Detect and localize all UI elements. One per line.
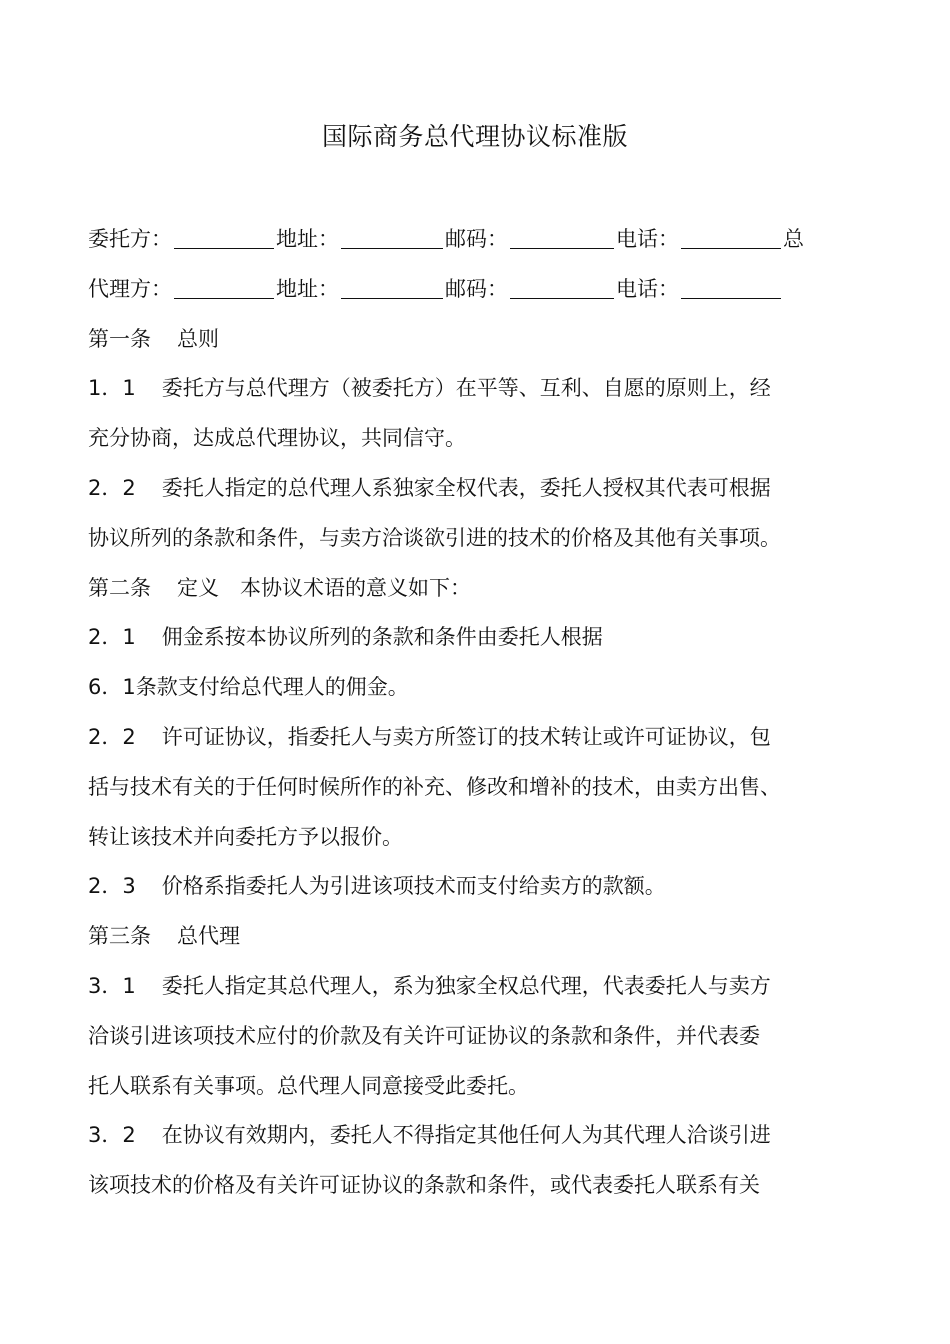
principal-phone-blank [681, 222, 781, 249]
clause-line: 括与技术有关的于任何时候所作的补充、修改和增补的技术，由卖方出售、 [88, 774, 781, 799]
agent-label-fragment: 总 [783, 227, 804, 251]
clause-line: 协议所列的条款和条件，与卖方洽谈欲引进的技术的价格及其他有关事项。 [88, 525, 781, 550]
document-body [88, 215, 878, 1211]
clause-line: 2．3 价格系指委托人为引进该项技术而支付给卖方的款额。 [88, 874, 666, 899]
principal-address-label: 地址： [276, 227, 339, 251]
section-heading: 第三条 总代理 [88, 924, 240, 949]
agent-phone-blank [681, 272, 781, 299]
agent-label: 代理方： [88, 276, 172, 301]
principal-zip-blank [510, 222, 614, 249]
clause-line: 托人联系有关事项。总代理人同意接受此委托。 [88, 1073, 529, 1098]
clause-line: 1．1 委托方与总代理方（被委托方）在平等、互利、自愿的原则上，经 [88, 376, 771, 401]
agent-name-blank [174, 272, 274, 299]
principal-name-blank [174, 222, 274, 249]
clause-line: 充分协商，达成总代理协议，共同信守。 [88, 426, 466, 451]
clause-number: 6．1 [88, 675, 136, 700]
clause-line: 转让该技术并向委托方予以报价。 [88, 824, 403, 849]
section-heading: 第一条 总则 [88, 326, 219, 351]
clause-number: 2．1 [88, 625, 136, 650]
agent-zip-label: 邮码： [445, 276, 508, 301]
clause-line: 2．2 委托人指定的总代理人系独家全权代表，委托人授权其代表可根据 [88, 475, 771, 500]
clause-line: 该项技术的价格及有关许可证协议的条款和条件，或代表委托人联系有关 [88, 1173, 760, 1198]
clause-number: 3．2 [88, 1123, 136, 1148]
section-heading: 第二条 定义 本协议术语的意义如下： [88, 575, 471, 600]
agent-address-label: 地址： [276, 276, 339, 301]
principal-info-line [88, 215, 878, 265]
clause-number: 2．2 [88, 724, 136, 749]
clause-line: 6．1条款支付给总代理人的佣金。 [88, 675, 409, 700]
clause-line: 洽谈引进该项技术应付的价款及有关许可证协议的条款和条件，并代表委 [88, 1023, 760, 1048]
agent-phone-label: 电话： [616, 276, 679, 301]
clause-number: 1．1 [88, 376, 136, 401]
principal-phone-label: 电话： [616, 227, 679, 251]
clause-line: 2．1 佣金系按本协议所列的条款和条件由委托人根据 [88, 625, 603, 650]
clause-line: 2．2 许可证协议，指委托人与卖方所签订的技术转让或许可证协议，包 [88, 724, 771, 749]
clause-line: 3．2 在协议有效期内，委托人不得指定其他任何人为其代理人洽谈引进 [88, 1123, 771, 1148]
principal-zip-label: 邮码： [445, 227, 508, 251]
principal-address-blank [341, 222, 443, 249]
clause-number: 2．3 [88, 874, 136, 899]
agent-address-blank [341, 272, 443, 299]
document-title: 国际商务总代理协议标准版 [321, 122, 628, 151]
clause-line: 3．1 委托人指定其总代理人，系为独家全权总代理，代表委托人与卖方 [88, 973, 771, 998]
clause-number: 3．1 [88, 973, 136, 998]
agent-zip-blank [510, 272, 614, 299]
clause-number: 2．2 [88, 475, 136, 500]
agent-info-line [88, 265, 878, 315]
principal-label: 委托方： [88, 227, 172, 251]
